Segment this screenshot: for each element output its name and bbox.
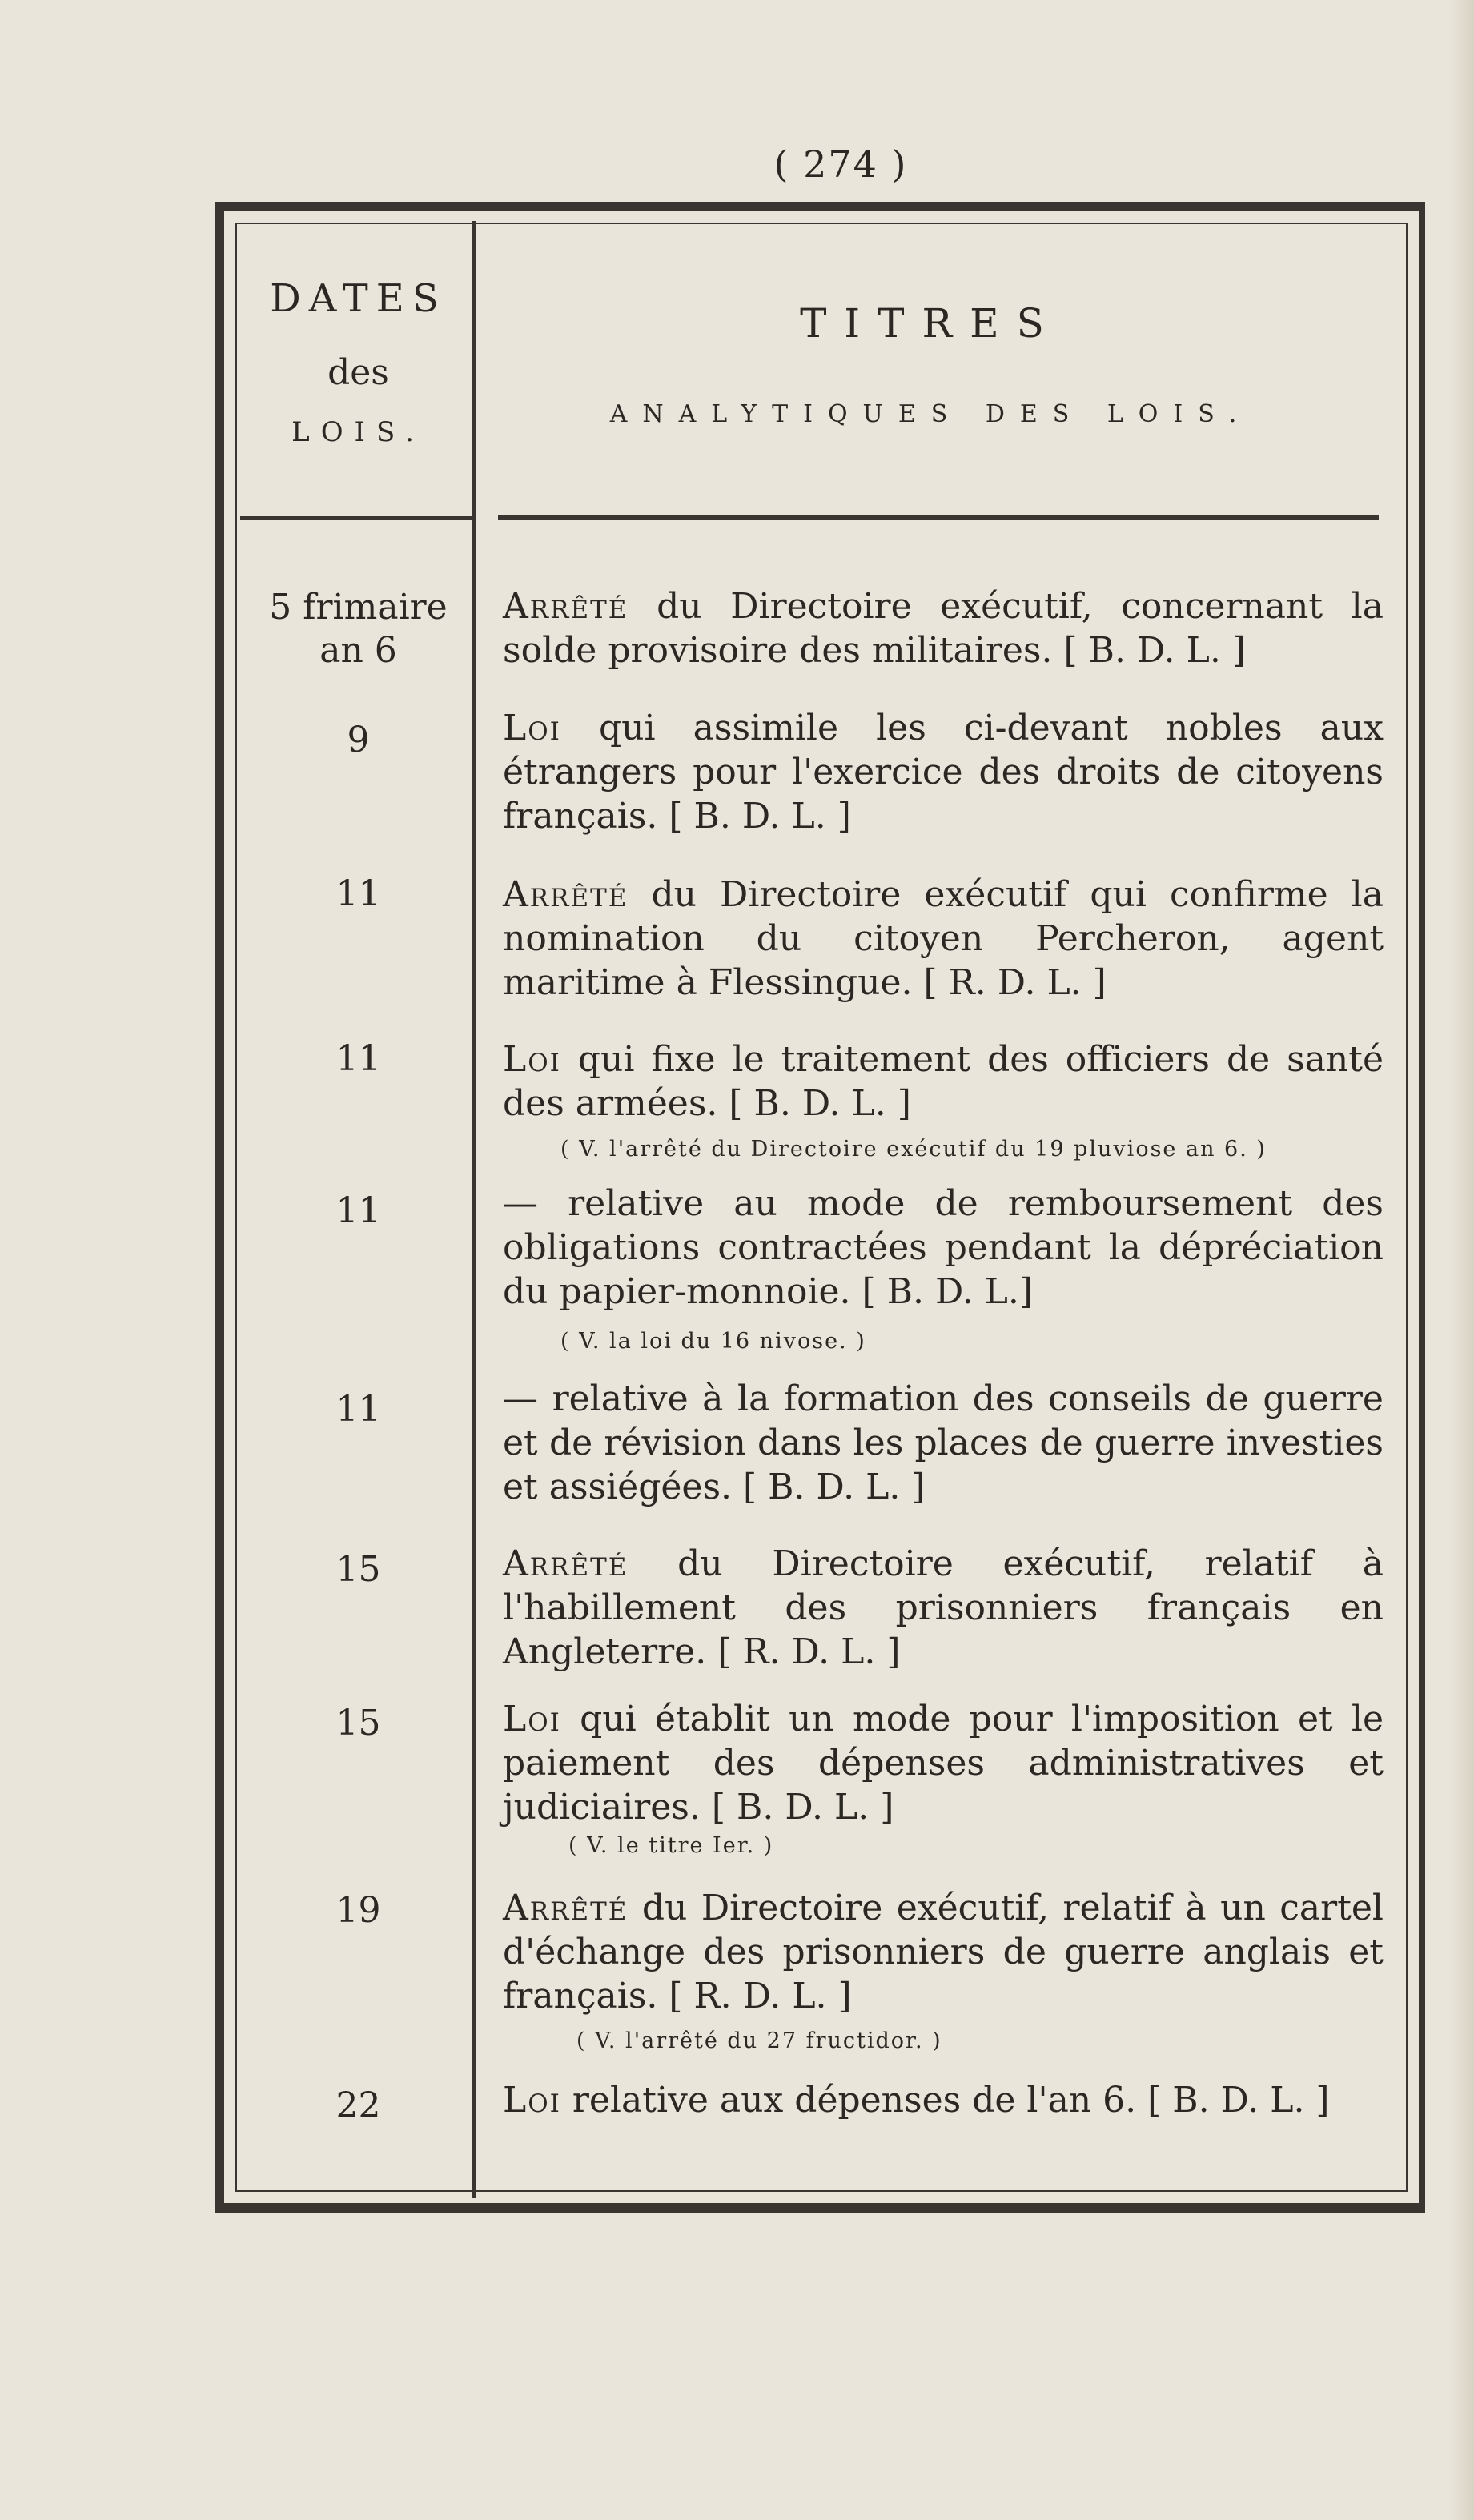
entry-note: ( V. la loi du 16 nivose. ): [560, 1329, 866, 1354]
entry-body: qui établit un mode pour l'imposition et le paiement des dépenses administratives et judiciaires. [ B. D. L. ]: [503, 1699, 1384, 1828]
entry-date: [240, 1889, 476, 1932]
page-edge: [1450, 0, 1474, 2520]
entry-date-line1: 15: [335, 1549, 381, 1590]
entry-lead: Loi: [503, 1039, 561, 1080]
header-rule-left: [240, 516, 476, 520]
entry-lead: Arrêté: [503, 1888, 629, 1928]
entry-body: qui fixe le traitement des officiers de santé des armées. [ B. D. L. ]: [503, 1039, 1384, 1124]
entry-date-line2: an 6: [319, 630, 397, 671]
entry-lead: Loi: [503, 708, 561, 748]
entry-text: [503, 584, 1384, 672]
entry-date: [240, 2085, 476, 2128]
entry-date: [240, 1702, 476, 1745]
entry-body: relative au mode de remboursement des obligations contractées pendant la dépréciation du papier-monnoie. [ B. D. L.]: [503, 1183, 1384, 1312]
entry-date: [240, 1190, 476, 1233]
header-analytiques: ANALYTIQUES DES LOIS.: [609, 400, 1252, 428]
entry-text: [503, 2078, 1384, 2122]
entry-lead: Loi: [503, 2080, 561, 2121]
header-rule-right: [498, 515, 1379, 520]
entry-date-line1: 9: [347, 720, 370, 760]
entry-date-line1: 11: [335, 1190, 381, 1231]
header-des: des: [327, 352, 389, 393]
entry-body: relative aux dépenses de l'an 6. [ B. D. L. ]: [572, 2080, 1330, 2121]
entry-date: [240, 1388, 476, 1431]
entry-date-line1: 11: [335, 873, 381, 914]
entry-body: qui assimile les ci-devant nobles aux étrangers pour l'exercice des droits de citoyens français. [ B. D. L. ]: [503, 708, 1384, 837]
entry-text: [503, 1697, 1384, 1829]
entry-body: du Directoire exécutif, relatif à un cartel d'échange des prisonniers de guerre anglais et français. [ R. D. L. ]: [503, 1888, 1384, 2016]
entry-text: [503, 1886, 1384, 2018]
page-number: ( 274 ): [773, 142, 908, 186]
entry-lead: Arrêté: [503, 586, 629, 627]
entry-date-line1: 15: [335, 1703, 381, 1744]
entry-date: [240, 873, 476, 916]
entry-text: [503, 1182, 1384, 1314]
header-lois: LOIS.: [291, 416, 425, 448]
entry-lead: —: [503, 1378, 538, 1419]
entry-text: [503, 1542, 1384, 1674]
entry-date: [240, 1548, 476, 1591]
entry-text: [503, 873, 1384, 1005]
entry-date-line1: 5 frimaire: [269, 587, 448, 628]
entry-date: [240, 586, 476, 672]
entry-text: [503, 1377, 1384, 1509]
entry-text: [503, 1037, 1384, 1126]
header-titres: TITRES: [800, 300, 1062, 347]
entry-body: du Directoire exécutif, relatif à l'habillement des prisonniers français en Angleterre. [ R. D. L. ]: [503, 1543, 1384, 1672]
entry-body: du Directoire exécutif, concernant la solde provisoire des militaires. [ B. D. L. ]: [503, 586, 1384, 671]
entry-date-line1: 19: [335, 1890, 381, 1931]
entry-lead: —: [503, 1183, 538, 1224]
entry-body: du Directoire exécutif qui confirme la nomination du citoyen Percheron, agent maritime à Flessingue. [ R. D. L. ]: [503, 874, 1384, 1003]
entry-text: [503, 706, 1384, 838]
entry-note: ( V. l'arrêté du 27 fructidor. ): [576, 2028, 942, 2053]
entry-date-line1: 11: [335, 1038, 381, 1079]
entry-note: ( V. le titre Ier. ): [568, 1833, 774, 1858]
entry-date: [240, 1037, 476, 1081]
entry-date: [240, 719, 476, 762]
entry-lead: Arrêté: [503, 1543, 629, 1584]
entry-body: relative à la formation des conseils de guerre et de révision dans les places de guerre investies et assiégées. [ B. D. L. ]: [503, 1378, 1384, 1507]
header-dates: DATES: [270, 276, 447, 321]
entry-date-line1: 11: [335, 1389, 381, 1430]
entry-note: ( V. l'arrêté du Directoire exécutif du 19 pluviose an 6. ): [560, 1137, 1267, 1162]
entry-lead: Arrêté: [503, 874, 629, 915]
entry-date-line1: 22: [335, 2085, 381, 2126]
entry-lead: Loi: [503, 1699, 561, 1740]
